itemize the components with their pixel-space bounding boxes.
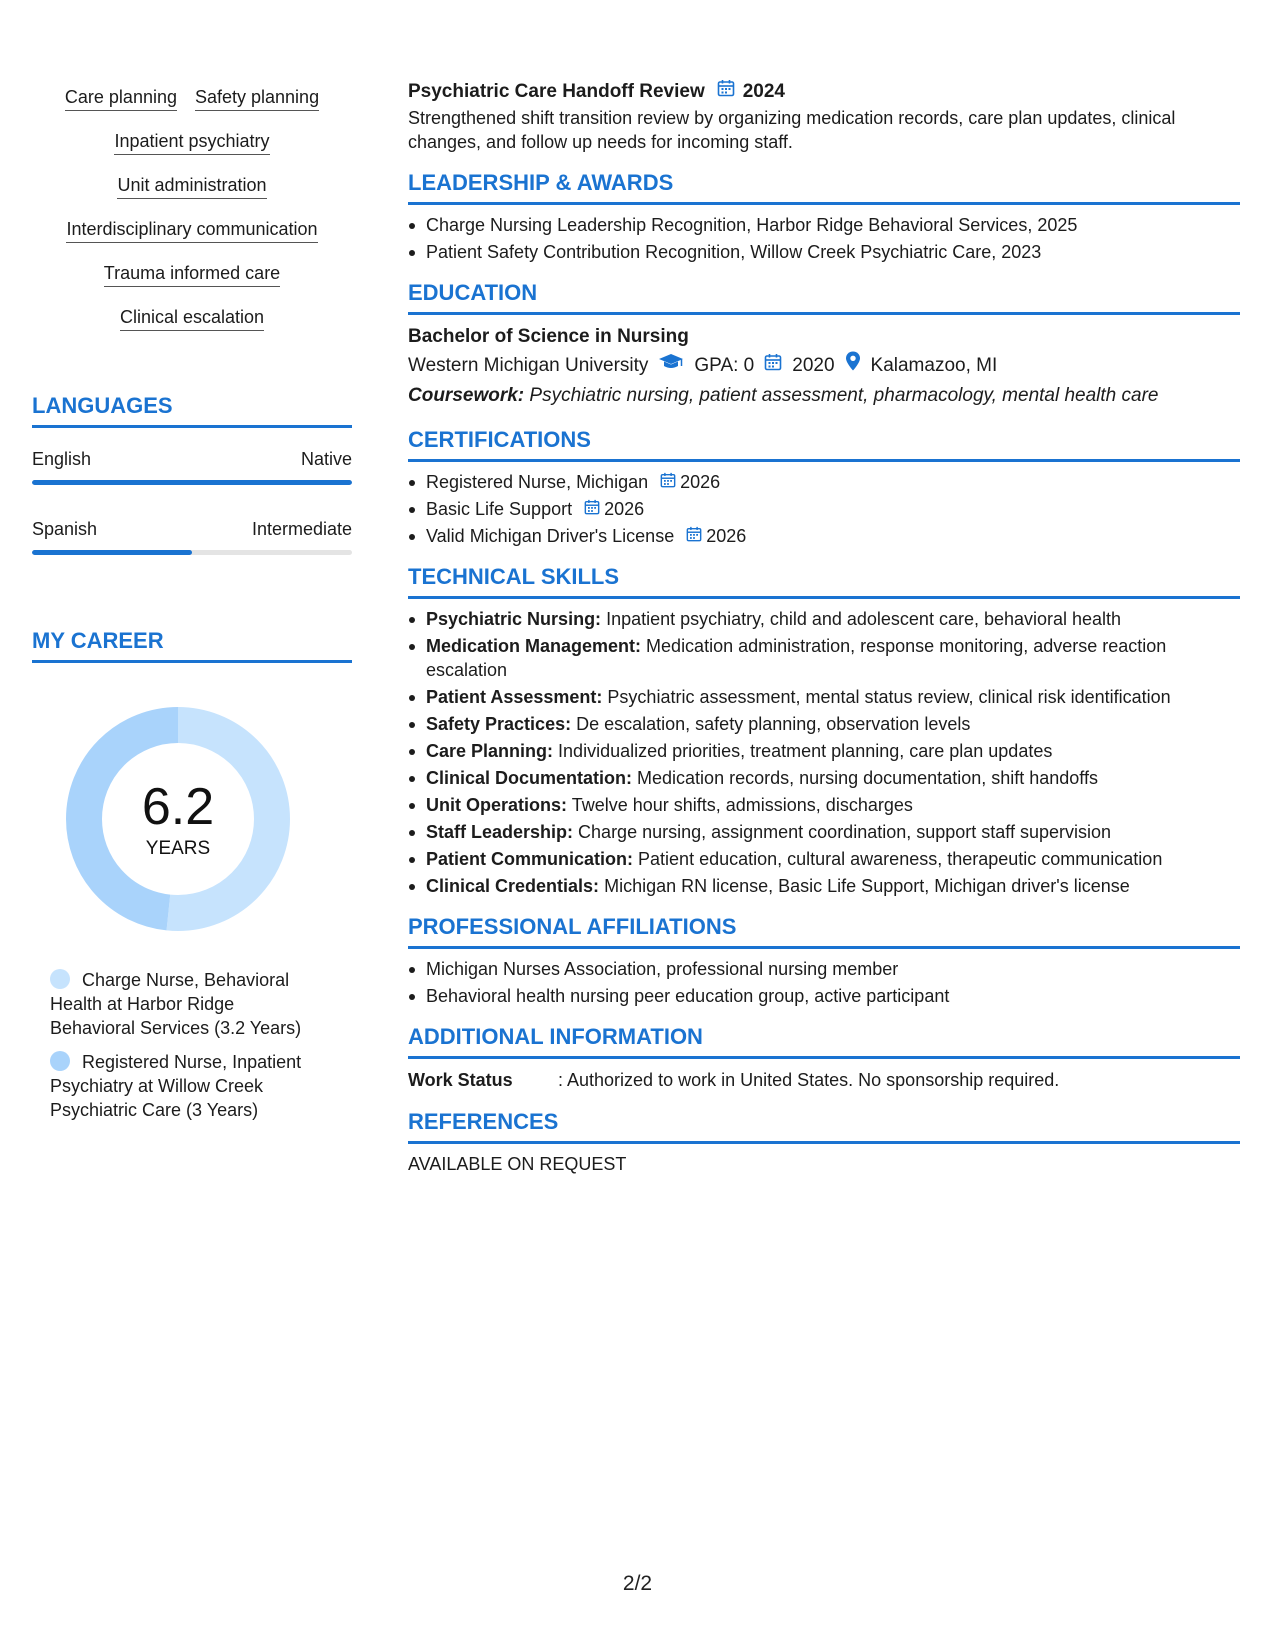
legend-dot [50, 969, 70, 989]
list-item [408, 874, 1240, 898]
education-location: Kalamazoo, MI [870, 355, 998, 376]
calendar-icon [686, 524, 702, 548]
legend-item [50, 1050, 320, 1122]
list-item [408, 524, 1240, 548]
technical-skills-heading: TECHNICAL SKILLS [408, 564, 1240, 599]
list-item [408, 766, 1240, 790]
list-item: Patient Safety Contribution Recognition, Willow Creek Psychiatric Care, 2023 [408, 240, 1240, 264]
legend-item [50, 968, 320, 1040]
list-item [408, 470, 1240, 494]
education-coursework [408, 381, 1240, 411]
skill-text: Psychiatric assessment, mental status review, clinical risk identification [607, 687, 1171, 707]
skill-text: Charge nursing, assignment coordination, support staff supervision [578, 822, 1112, 842]
legend-label: Charge Nurse, Behavioral Health at Harbor Ridge Behavioral Services (3.2 Years) [50, 970, 302, 1038]
language-level-fill [32, 480, 352, 485]
list-item [408, 497, 1240, 521]
skill-text: Medication administration, response monitoring, adverse reaction escalation [426, 636, 1167, 680]
skill-tag: Clinical escalation [120, 306, 264, 331]
skill-tag: Interdisciplinary communication [66, 218, 317, 243]
career-heading: MY CAREER [32, 628, 352, 663]
language-level-bar [32, 480, 352, 485]
skills-tags [32, 86, 352, 350]
skill-label: Medication Management: [426, 636, 642, 656]
calendar-icon [584, 497, 600, 521]
education-year: 2020 [792, 355, 835, 376]
skill-label: Patient Assessment: [426, 687, 603, 707]
affiliations-list [408, 957, 1240, 1008]
education-school: Western Michigan University [408, 355, 649, 376]
skill-text: Twelve hour shifts, admissions, discharges [571, 795, 913, 815]
list-item [408, 820, 1240, 844]
skill-tag: Unit administration [117, 174, 266, 199]
education-meta [408, 351, 1240, 381]
list-item [408, 847, 1240, 871]
certification-name: Registered Nurse, Michigan [426, 472, 649, 492]
map-pin-icon [845, 351, 861, 381]
technical-skills-list [408, 607, 1240, 898]
legend-label: Registered Nurse, Inpatient Psychiatry at Willow Creek Psychiatric Care (3 Years) [50, 1052, 302, 1120]
language-item [32, 448, 352, 485]
page-number: 2/2 [622, 1572, 653, 1595]
work-status-row [408, 1067, 1240, 1093]
calendar-icon [717, 78, 735, 106]
certification-name: Basic Life Support [426, 499, 573, 519]
certifications-heading: CERTIFICATIONS [408, 427, 1240, 462]
language-name: English [32, 449, 92, 469]
career-donut-chart [66, 707, 290, 931]
coursework-label: Coursework: [408, 385, 525, 406]
skill-tag: Safety planning [195, 86, 319, 111]
list-item [408, 685, 1240, 709]
calendar-icon [660, 470, 676, 494]
project-year: 2024 [742, 81, 785, 102]
education-gpa: GPA: 0 [694, 355, 755, 376]
education-heading: EDUCATION [408, 280, 1240, 315]
language-level: Intermediate [251, 519, 352, 539]
certification-name: Valid Michigan Driver's License [426, 526, 675, 546]
sidebar [32, 86, 352, 1132]
skill-tag: Trauma informed care [104, 262, 280, 287]
skill-label: Care Planning: [426, 741, 554, 761]
skill-text: De escalation, safety planning, observation levels [576, 714, 971, 734]
skill-tag: Inpatient psychiatry [114, 130, 269, 155]
skill-label: Staff Leadership: [426, 822, 574, 842]
certification-year: 2026 [604, 499, 645, 519]
references-heading: REFERENCES [408, 1109, 1240, 1144]
list-item [408, 607, 1240, 631]
references-text: AVAILABLE ON REQUEST [408, 1154, 627, 1174]
project-title: Psychiatric Care Handoff Review [408, 81, 705, 102]
language-item [32, 518, 352, 555]
skill-label: Patient Communication: [426, 849, 634, 869]
list-item [408, 634, 1240, 682]
certification-year: 2026 [706, 526, 747, 546]
language-name: Spanish [32, 519, 98, 539]
list-item [408, 793, 1240, 817]
skill-text: Medication records, nursing documentation, shift handoffs [637, 768, 1098, 788]
language-level: Native [300, 449, 352, 469]
project-title-row [408, 78, 1240, 106]
leadership-list [408, 213, 1240, 264]
list-item: Michigan Nurses Association, professional nursing member [408, 957, 1240, 981]
calendar-icon [764, 351, 782, 381]
work-status-value: : Authorized to work in United States. No sponsorship required. [558, 1070, 1060, 1090]
skill-text: Inpatient psychiatry, child and adolescent care, behavioral health [606, 609, 1122, 629]
skill-text: Individualized priorities, treatment planning, care plan updates [558, 741, 1053, 761]
skill-text: Michigan RN license, Basic Life Support, Michigan driver's license [604, 876, 1130, 896]
language-level-fill [32, 550, 192, 555]
career-years-unit: YEARS [145, 838, 211, 859]
certification-year: 2026 [680, 472, 721, 492]
leadership-heading: LEADERSHIP & AWARDS [408, 170, 1240, 205]
skill-tag: Care planning [65, 86, 177, 111]
skill-label: Psychiatric Nursing: [426, 609, 602, 629]
skill-label: Unit Operations: [426, 795, 568, 815]
skill-label: Safety Practices: [426, 714, 572, 734]
list-item: Charge Nursing Leadership Recognition, Harbor Ridge Behavioral Services, 2025 [408, 213, 1240, 237]
language-level-bar [32, 550, 352, 555]
affiliations-heading: PROFESSIONAL AFFILIATIONS [408, 914, 1240, 949]
languages-heading: LANGUAGES [32, 393, 352, 428]
main-content [408, 78, 1240, 1176]
education-degree: Bachelor of Science in Nursing [408, 326, 689, 347]
skill-label: Clinical Documentation: [426, 768, 633, 788]
coursework-text: Psychiatric nursing, patient assessment, pharmacology, mental health care [529, 385, 1159, 406]
skill-label: Clinical Credentials: [426, 876, 600, 896]
additional-info-heading: ADDITIONAL INFORMATION [408, 1024, 1240, 1059]
list-item [408, 739, 1240, 763]
graduation-cap-icon [658, 351, 684, 381]
skill-text: Patient education, cultural awareness, therapeutic communication [638, 849, 1163, 869]
career-legend [50, 968, 320, 1122]
list-item: Behavioral health nursing peer education group, active participant [408, 984, 1240, 1008]
work-status-label: Work Status [408, 1070, 513, 1090]
certifications-list [408, 470, 1240, 548]
list-item [408, 712, 1240, 736]
legend-dot [50, 1051, 70, 1071]
career-total-years: 6.2 [141, 778, 215, 836]
project-description: Strengthened shift transition review by organizing medication records, care plan updates, clinical changes, and follow up needs for incoming staff. [408, 108, 1176, 152]
